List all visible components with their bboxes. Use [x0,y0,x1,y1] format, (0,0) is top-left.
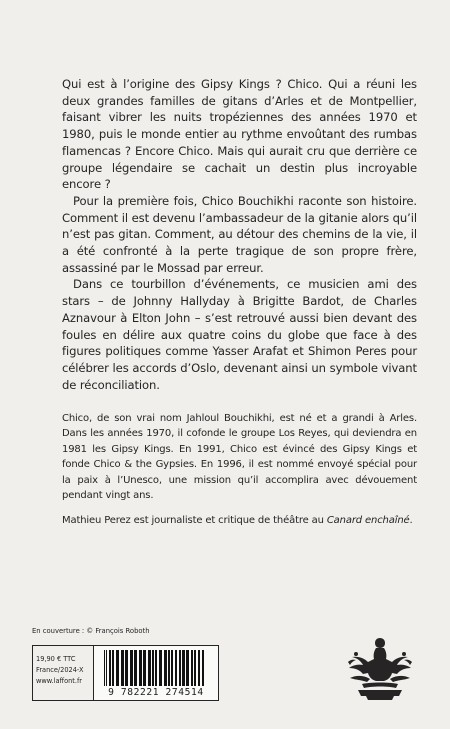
isbn-barcode [93,645,219,701]
barcode-bar [121,650,124,686]
publisher-website: www.laffont.fr [36,677,83,685]
barcode-bar [194,650,196,686]
description-paragraph: Dans ce tourbillon d’événements, ce musicien ami des stars – de Johnny Hallyday à Brigitte Bardot, de Charles Aznavour à Elton John – s’est retrouvé aussi bien devant des foules en délire aux quatre coins du globe que face à des figures politiques comme Yasser Arafat et Shimon Peres pour célébrer les accords d’Oslo, devenant ainsi un symbole vivant de réconciliation. [62,277,417,392]
barcode-bar [175,650,177,686]
barcode-bar [106,650,107,686]
price-box [32,645,93,701]
publication-name: Canard enchaîné [326,515,410,527]
author-bios [62,411,417,529]
book-description [62,76,417,393]
barcode-bar [148,650,151,686]
barcode-bar [143,650,146,686]
barcode-bar [159,650,162,686]
barcode-bar [104,650,105,686]
barcode-bar [198,650,200,686]
author-bio-text: Mathieu Perez est journaliste et critique de théâtre au [62,515,327,527]
description-paragraph: Pour la première fois, Chico Bouchikhi raconte son histoire. Comment il est devenu l’ambassadeur de la gitanie alors qu’il n’est pas gitan. Comment, au détour des chemins de la vie, il a été confronté à la perte tragique de son propre frère, assassiné par le Mossad par erreur. [62,193,417,275]
barcode-bar [182,650,185,686]
isbn-digits: 9 782221 274514 [108,687,204,698]
barcode-bar [155,650,157,686]
barcode-bar [168,650,170,686]
price-code: France/2024-X [36,666,84,674]
chico-bio: Chico, de son vrai nom Jahloul Bouchikhi, est né et a grandi à Arles. Dans les années 1970, il cofonde le groupe Los Reyes, qui deviendra en 1981 les Gipsy Kings. En 1991, Chico est évincé des Gipsy Kings et fonde Chico & the Gypsies. En 1996, il est nommé envoyé spécial pour la paix à l’Unesco, une mission qu’il accomplira avec dévouement pendant vingt ans. [62,413,417,502]
barcode-bar [186,650,189,686]
barcode-bar [112,650,114,686]
barcode-bar [164,650,167,686]
barcode-bar [202,650,204,686]
description-paragraph: Qui est à l’origine des Gipsy Kings ? Chico. Qui a réuni les deux grandes familles de gitans d’Arles et de Montpellier, faisant vibrer les nuits tropéziennes des années 1970 et 1980, puis le monde entier au rythme envoûtant des rumbas flamencas ? Encore Chico. Mais qui aurait cru que derrière ce groupe légendaire se cachait un destin plus incroyable encore ? [62,77,417,192]
publisher-emblem-icon [340,632,420,708]
barcode-bar [130,650,133,686]
barcode-bar [109,650,111,686]
barcode-bar [139,650,142,686]
author-bio [62,513,417,528]
barcode-bar [116,650,119,686]
barcode-bar [152,650,154,686]
author-bio-end: . [409,515,413,527]
barcode-bars [104,650,210,686]
cover-credit: En couverture : © François Roboth [32,627,150,635]
barcode-bar [134,650,137,686]
price-amount: 19,90 € TTC [36,655,76,663]
barcode-bar [179,650,181,686]
barcode-bar [191,650,193,686]
barcode-bar [125,650,128,686]
barcode-bar [171,650,173,686]
